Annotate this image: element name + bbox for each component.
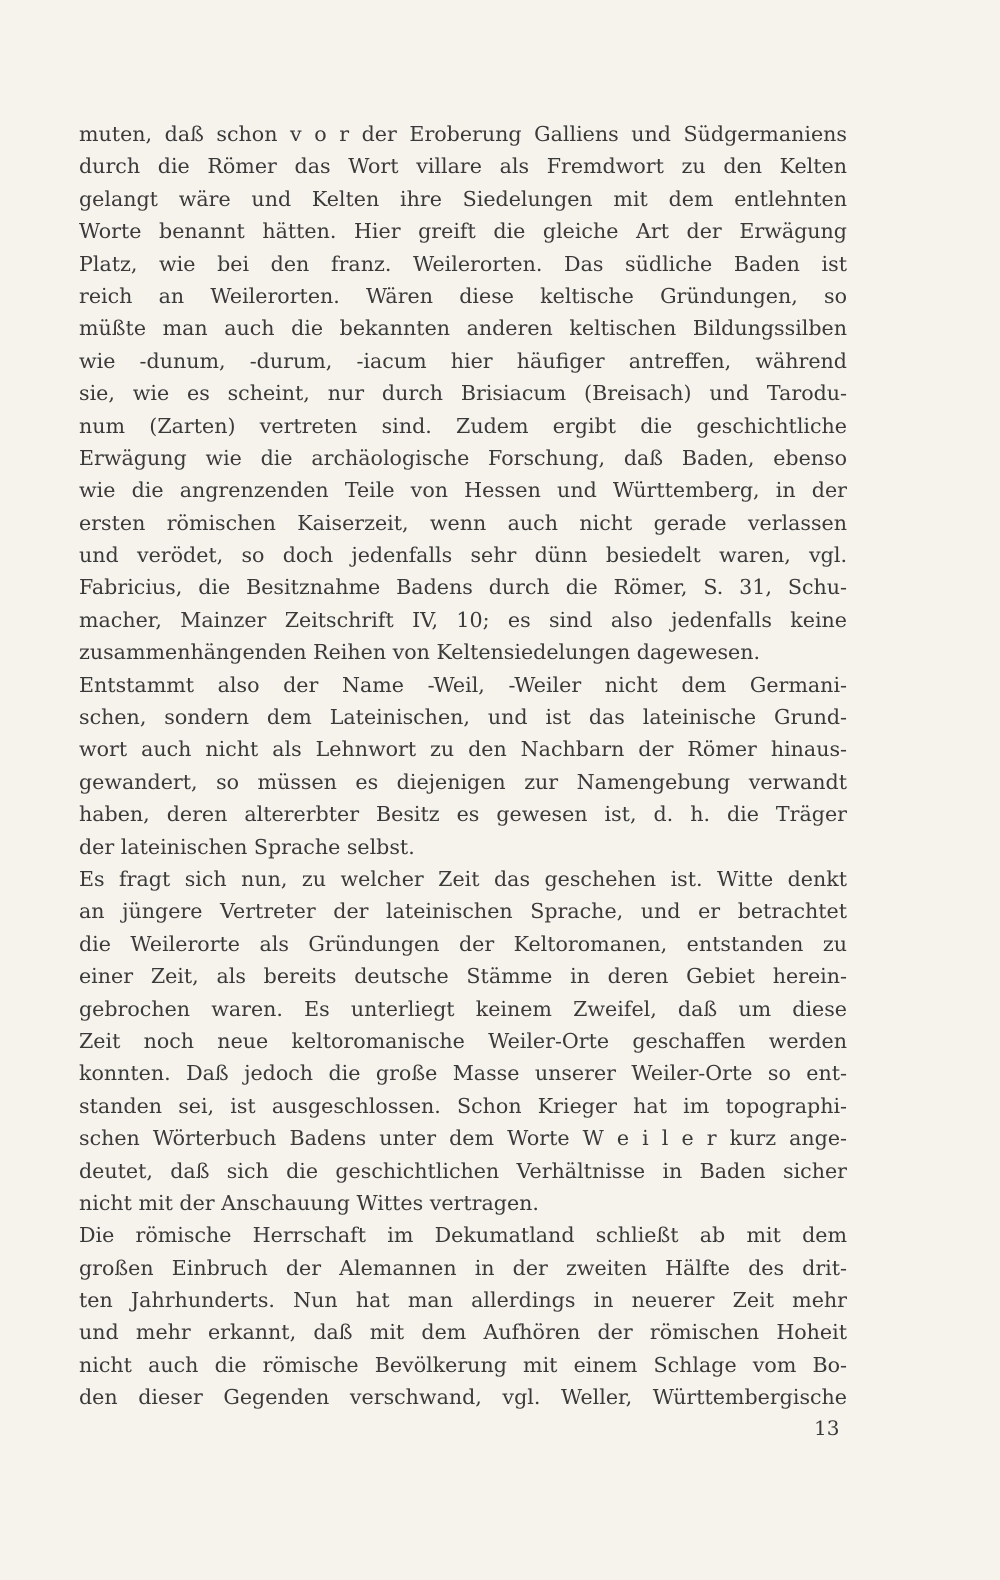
text-line: müßte man auch die bekannten anderen keltischen Bildungssilben bbox=[79, 316, 847, 341]
text-line: Erwägung wie die archäologische Forschung, daß Baden, ebenso bbox=[79, 445, 847, 470]
text-line: Die römische Herrschaft im Dekumatland schließt ab mit dem bbox=[79, 1223, 847, 1248]
text-line: deutet, daß sich die geschichtlichen Verhältnisse in Baden sicher bbox=[79, 1158, 847, 1183]
text-line: durch die Römer das Wort villare als Fremdwort zu den Kelten bbox=[79, 154, 847, 179]
text-line: großen Einbruch der Alemannen in der zweiten Hälfte des drit- bbox=[79, 1255, 847, 1280]
text-line: sie, wie es scheint, nur durch Brisiacum (Breisach) und Tarodu- bbox=[79, 381, 847, 406]
text-line: ersten römischen Kaiserzeit, wenn auch nicht gerade verlassen bbox=[79, 510, 847, 535]
text-line: Zeit noch neue keltoromanische Weiler-Orte geschaffen werden bbox=[79, 1028, 847, 1053]
text-line: schen, sondern dem Lateinischen, und ist das lateinische Grund- bbox=[79, 705, 847, 730]
text-line: Worte benannt hätten. Hier greift die gleiche Art der Erwägung bbox=[79, 219, 847, 244]
text-line: wie die angrenzenden Teile von Hessen und Württemberg, in der bbox=[79, 478, 847, 503]
text-line: gewandert, so müssen es diejenigen zur Namengebung verwandt bbox=[79, 769, 847, 794]
text-line: und verödet, so doch jedenfalls sehr dünn besiedelt waren, vgl. bbox=[79, 543, 847, 568]
text-line: ten Jahrhunderts. Nun hat man allerdings in neuerer Zeit mehr bbox=[79, 1288, 847, 1313]
text-line: wie -dunum, -durum, -iacum hier häufiger antreffen, während bbox=[79, 348, 847, 373]
text-line: der lateinischen Sprache selbst. bbox=[79, 834, 415, 859]
page-number: 13 bbox=[814, 1416, 840, 1440]
text-line: Entstammt also der Name -Weil, -Weiler nicht dem Germani- bbox=[79, 672, 847, 697]
text-line: Fabricius, die Besitznahme Badens durch die Römer, S. 31, Schu- bbox=[79, 575, 847, 600]
text-line: an jüngere Vertreter der lateinischen Sprache, und er betrachtet bbox=[79, 899, 847, 924]
text-line: den dieser Gegenden verschwand, vgl. Weller, Württembergische bbox=[79, 1385, 847, 1410]
text-line: muten, daß schon v o r der Eroberung Galliens und Südgermaniens bbox=[79, 122, 847, 146]
text-line: schen Wörterbuch Badens unter dem Worte W e i l e r kurz ange- bbox=[79, 1126, 847, 1151]
text-line: num (Zarten) vertreten sind. Zudem ergibt die geschichtliche bbox=[79, 413, 847, 438]
text-line: Es fragt sich nun, zu welcher Zeit das geschehen ist. Witte denkt bbox=[79, 866, 847, 891]
text-line: reich an Weilerorten. Wären diese keltische Gründungen, so bbox=[79, 283, 847, 308]
text-line: einer Zeit, als bereits deutsche Stämme in deren Gebiet herein- bbox=[79, 964, 847, 989]
text-line: die Weilerorte als Gründungen der Keltoromanen, entstanden zu bbox=[79, 931, 847, 956]
text-line: haben, deren altererbter Besitz es gewesen ist, d. h. die Träger bbox=[79, 802, 847, 827]
text-line: standen sei, ist ausgeschlossen. Schon Krieger hat im topographi- bbox=[79, 1093, 847, 1118]
text-line: zusammenhängenden Reihen von Keltensiedelungen dagewesen. bbox=[79, 640, 761, 665]
text-line: konnten. Daß jedoch die große Masse unserer Weiler-Orte so ent- bbox=[79, 1061, 847, 1086]
text-line: gebrochen waren. Es unterliegt keinem Zweifel, daß um diese bbox=[79, 996, 847, 1021]
text-line: und mehr erkannt, daß mit dem Aufhören der römischen Hoheit bbox=[79, 1320, 847, 1345]
text-line: macher, Mainzer Zeitschrift IV, 10; es sind also jedenfalls keine bbox=[79, 607, 847, 632]
body-text bbox=[79, 118, 847, 1414]
text-line: Platz, wie bei den franz. Weilerorten. Das südliche Baden ist bbox=[79, 251, 847, 276]
text-line: wort auch nicht als Lehnwort zu den Nachbarn der Römer hinaus- bbox=[79, 737, 847, 762]
text-line: nicht mit der Anschauung Wittes vertragen. bbox=[79, 1190, 539, 1215]
text-line: gelangt wäre und Kelten ihre Siedelungen mit dem entlehnten bbox=[79, 186, 847, 211]
text-line: nicht auch die römische Bevölkerung mit einem Schlage vom Bo- bbox=[79, 1352, 847, 1377]
